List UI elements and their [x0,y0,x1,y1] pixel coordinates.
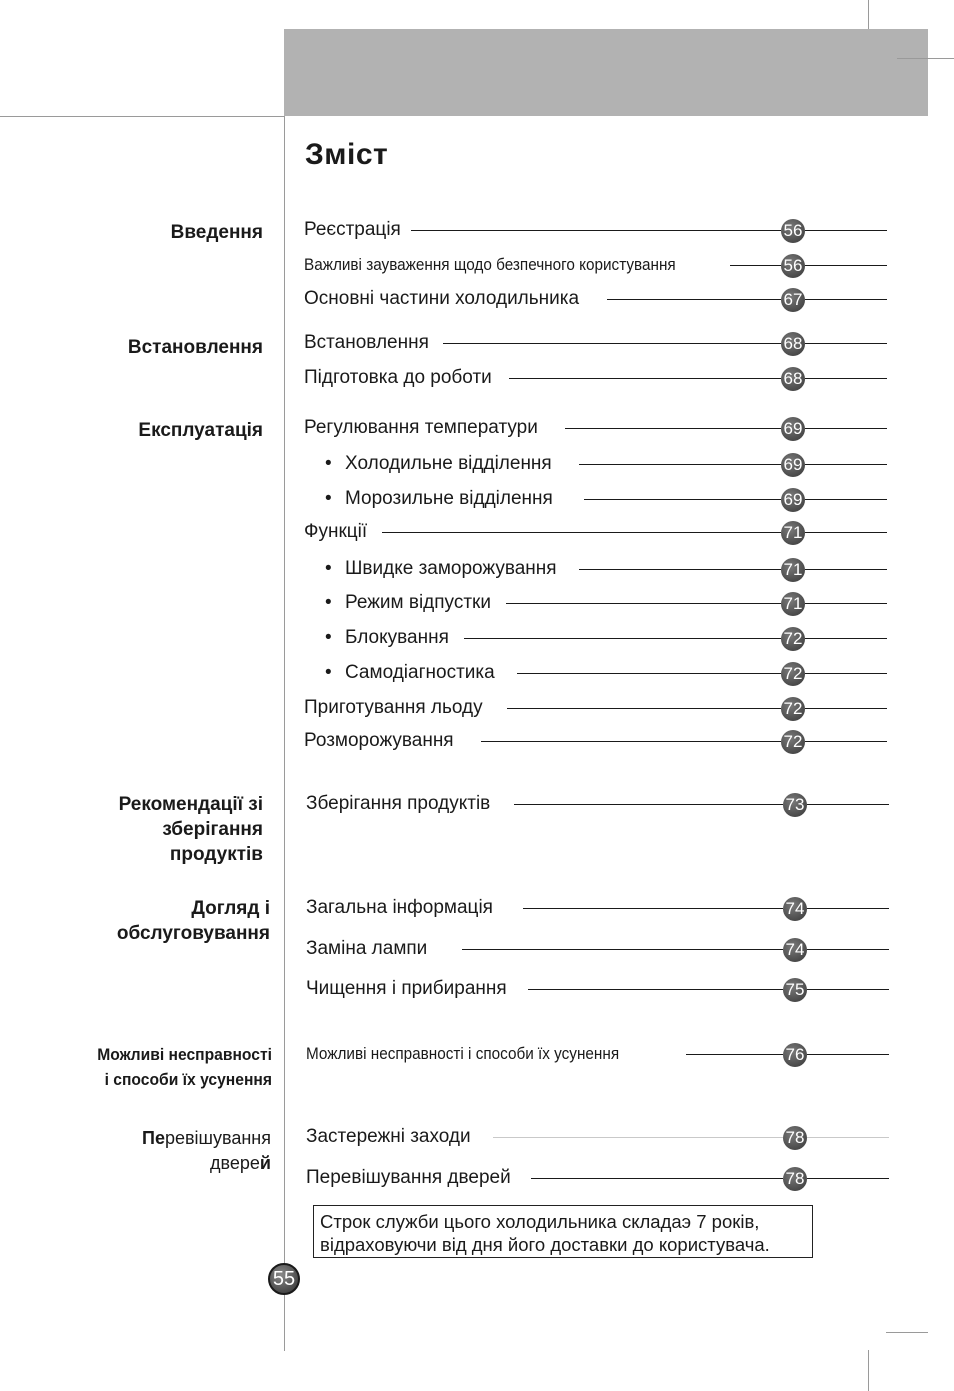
toc-label: Чищення і прибирання [306,978,507,999]
bullet: • [325,488,332,509]
toc-label: Застережні заходи [306,1126,471,1147]
leader-line [805,265,887,266]
leader-line [807,1137,889,1138]
bullet: • [325,592,332,613]
toc-entry-ice[interactable] [0,696,954,720]
page-badge: 71 [781,521,805,545]
page-title: Зміст [305,138,389,171]
toc-label: Морозильне відділення [345,488,553,509]
leader-line [523,908,783,909]
leader-line [805,603,887,604]
leader-line [443,343,781,344]
page-badge: 78 [783,1167,807,1191]
crop-mark [868,0,869,29]
toc-label: Режим відпустки [345,592,491,613]
toc-entry-trouble[interactable] [0,1042,954,1066]
toc-label: Заміна лампи [306,938,428,959]
toc-entry-temperature[interactable] [0,416,954,440]
toc-entry-preparation[interactable] [0,366,954,390]
section-door-part: Пе [142,1128,165,1148]
page-badge: 74 [783,897,807,921]
toc-entry-quickfreeze[interactable] [0,557,954,581]
page-badge: 71 [781,592,805,616]
page-badge: 56 [781,254,805,278]
bullet: • [325,662,332,683]
leader-line [805,464,887,465]
leader-line [579,464,781,465]
toc-label: Реєстрація [304,219,401,240]
toc-label: Регулювання температури [304,417,538,438]
toc-label: Загальна інформація [306,897,493,918]
toc-label: Важливі зауваження щодо безпечного користування [304,255,676,274]
section-trouble-line: і способи їх усунення [104,1070,272,1089]
leader-line [514,804,783,805]
toc-entry-freezer[interactable] [0,487,954,511]
leader-line [805,638,887,639]
leader-line [507,708,781,709]
toc-entry-lock[interactable] [0,626,954,650]
leader-line [807,804,889,805]
leader-line [805,569,887,570]
crop-mark [0,116,284,117]
leader-line [805,532,887,533]
page-badge: 68 [781,332,805,356]
toc-entry-registration[interactable] [0,218,954,242]
note-line: Строк служби цього холодильника складаэ 7 років, [320,1211,760,1232]
toc-entry-defrost[interactable] [0,729,954,753]
page-badge: 72 [781,730,805,754]
toc-label: Зберігання продуктів [306,793,491,814]
page-badge: 72 [781,627,805,651]
page-number-badge: 55 [268,1263,300,1295]
leader-line [805,378,887,379]
section-operation: Експлуатація [138,420,263,441]
page-badge: 71 [781,558,805,582]
section-storage-line: продуктів [169,844,263,865]
toc-label: Блокування [345,627,449,648]
toc-label: Основні частини холодильника [304,288,580,309]
bullet: • [325,627,332,648]
leader-line [730,265,781,266]
leader-line [805,230,887,231]
leader-line [607,299,781,300]
toc-entry-lamp[interactable] [0,937,954,961]
toc-label: Підготовка до роботи [304,367,492,388]
leader-line [805,741,887,742]
toc-label: Холодильне відділення [345,453,552,474]
toc-entry-vacation[interactable] [0,591,954,615]
leader-line [584,499,781,500]
section-trouble-line: Можливі несправності [97,1045,272,1064]
page-badge: 68 [781,367,805,391]
page-badge: 76 [783,1043,807,1067]
page-badge: 78 [783,1126,807,1150]
leader-line [382,532,781,533]
section-door-part: й [259,1153,271,1173]
leader-line [805,708,887,709]
page-badge: 73 [783,793,807,817]
section-care-line: обслуговування [116,923,270,944]
leader-line [807,949,889,950]
toc-label: Встановлення [304,332,429,353]
leader-line [411,230,781,231]
header-band [284,29,928,116]
leader-line [517,673,781,674]
toc-entry-fridge[interactable] [0,452,954,476]
toc-entry-safety[interactable] [0,253,954,277]
toc-label: Приготування льоду [304,697,483,718]
leader-line [462,949,783,950]
toc-entry-precautions[interactable] [0,1125,954,1149]
crop-mark [897,58,954,59]
toc-entry-installation[interactable] [0,331,954,355]
leader-line [481,741,781,742]
page-badge: 74 [783,938,807,962]
toc-label: Можливі несправності і способи їх усунення [306,1044,620,1063]
leader-line [579,569,781,570]
page-badge: 69 [781,488,805,512]
leader-line [565,428,781,429]
section-door-part: ревішування [164,1128,271,1148]
toc-entry-storage[interactable] [0,792,954,816]
leader-line [506,603,781,604]
toc-label: Перевішування дверей [306,1167,511,1188]
toc-entry-cleaning[interactable] [0,977,954,1001]
section-storage-line: зберігання [162,819,263,840]
toc-label: Функції [304,521,368,542]
toc-entry-general[interactable] [0,896,954,920]
toc-label: Швидке заморожування [345,558,557,579]
leader-line [805,428,887,429]
leader-line [805,343,887,344]
crop-mark [886,1332,928,1333]
bullet: • [325,558,332,579]
leader-line [805,499,887,500]
leader-line [807,1178,889,1179]
bullet: • [325,453,332,474]
page-badge: 72 [781,697,805,721]
leader-line [807,1054,889,1055]
section-storage-line: Рекомендації зі [118,794,263,815]
leader-line [509,378,781,379]
page-badge: 56 [781,219,805,243]
page-badge: 67 [781,288,805,312]
section-door-part: двере [210,1153,260,1173]
page-badge: 75 [783,978,807,1002]
page-badge: 69 [781,417,805,441]
leader-line [807,989,889,990]
toc-entry-functions[interactable] [0,520,954,544]
crop-mark [868,1350,869,1391]
page-badge: 72 [781,662,805,686]
service-life-note [313,1205,813,1258]
toc-entry-parts[interactable] [0,287,954,311]
leader-line [807,908,889,909]
leader-line [805,299,887,300]
leader-line [464,638,781,639]
section-care-line: Догляд і [191,898,270,919]
toc-label: Самодіагностика [345,662,495,683]
section-intro: Введення [170,222,263,243]
page-badge: 69 [781,453,805,477]
note-line: відраховуючи від дня його доставки до користувача. [320,1234,770,1255]
leader-line [805,673,887,674]
leader-line [528,989,783,990]
section-install: Встановлення [127,337,263,358]
toc-label: Розморожування [304,730,454,751]
toc-entry-door[interactable] [0,1166,954,1190]
toc-entry-selfdiag[interactable] [0,661,954,685]
leader-line [493,1137,783,1138]
leader-line [531,1178,783,1179]
leader-line [686,1054,783,1055]
